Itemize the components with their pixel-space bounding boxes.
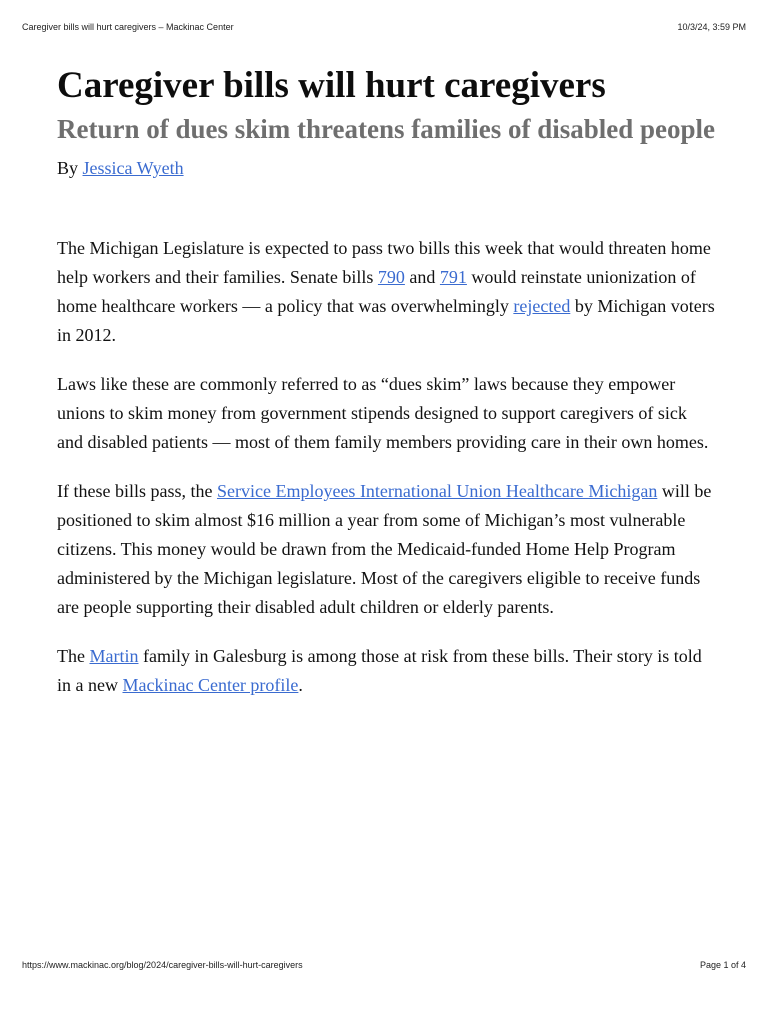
paragraph-3-text-a: If these bills pass, the [57, 481, 217, 501]
print-footer-url: https://www.mackinac.org/blog/2024/caregiver-bills-will-hurt-caregivers [22, 960, 303, 970]
paragraph-4-text-a: The [57, 646, 90, 666]
article-title: Caregiver bills will hurt caregivers [57, 65, 606, 106]
paragraph-4-text-c: . [298, 675, 303, 695]
senate-bill-790-link[interactable]: 790 [377, 267, 405, 287]
byline-prefix: By [57, 158, 83, 178]
paragraph-1-text-b: and [404, 267, 440, 287]
paragraph-4-text-b: family in Galesburg is among those at risk from these bills. Their story is told in a new [57, 646, 702, 695]
author-link[interactable]: Jessica Wyeth [82, 158, 184, 178]
paragraph-1-text-c: would reinstate unionization of home healthcare workers — a policy that was overwhelmingly [57, 267, 696, 316]
print-header [22, 22, 746, 32]
martin-link[interactable]: Martin [89, 646, 139, 666]
seiu-healthcare-michigan-link[interactable]: Service Employees International Union Healthcare Michigan [216, 481, 658, 501]
rejected-link[interactable]: rejected [513, 296, 571, 316]
print-header-title: Caregiver bills will hurt caregivers – Mackinac Center [22, 22, 234, 32]
print-footer [22, 960, 746, 970]
article-body [57, 234, 717, 700]
print-header-datetime: 10/3/24, 3:59 PM [677, 22, 746, 32]
paragraph-3-text-b: will be positioned to skim almost $16 million a year from some of Michigan’s most vulnerable citizens. This money would be drawn from the Medicaid-funded Home Help Program administered by the Michigan legislature. Most of the caregivers eligible to receive funds are people supporting their disabled adult children or elderly parents. [57, 481, 712, 617]
print-footer-page-number: Page 1 of 4 [699, 960, 746, 970]
paragraph-1 [57, 234, 717, 350]
byline [57, 156, 717, 180]
senate-bill-791-link[interactable]: 791 [439, 267, 467, 287]
paragraph-3 [57, 477, 717, 622]
paragraph-1-text-d: by Michigan voters in 2012. [57, 296, 715, 345]
article-subtitle: Return of dues skim threatens families of disabled people [57, 114, 716, 144]
paragraph-2: Laws like these are commonly referred to as “dues skim” laws because they empower unions to skim money from government stipends designed to support caregivers of sick and disabled patients — most of them family members providing care in their own homes. [57, 374, 709, 452]
paragraph-4 [57, 642, 717, 700]
mackinac-center-profile-link[interactable]: Mackinac Center profile [122, 675, 299, 695]
paragraph-1-text-a: The Michigan Legislature is expected to pass two bills this week that would threaten home help workers and their families. Senate bills [57, 238, 711, 287]
article [57, 64, 717, 720]
